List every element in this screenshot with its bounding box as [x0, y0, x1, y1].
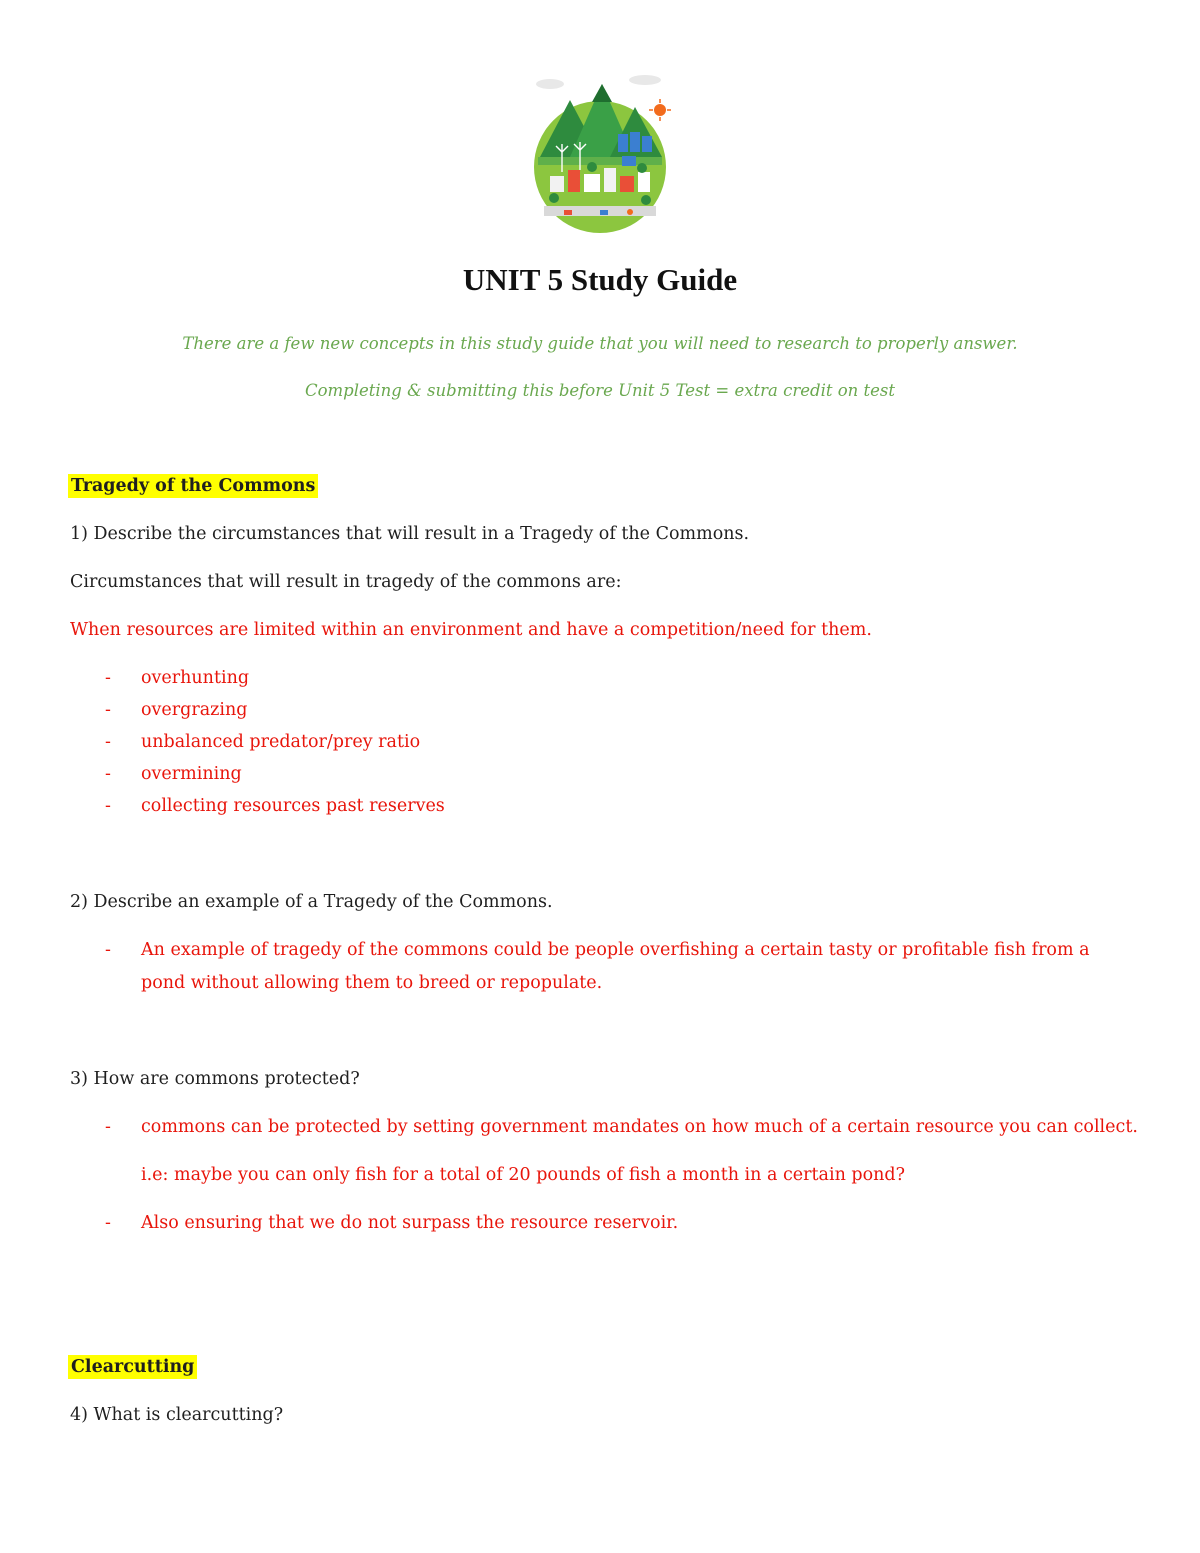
bullet-dash: - [105, 668, 111, 688]
eco-city-logo [530, 72, 672, 242]
bullet-dash: - [105, 1213, 111, 1233]
answer-3b: Also ensuring that we do not surpass the resource reservoir. [141, 1213, 679, 1233]
list-item: overhunting [141, 668, 250, 688]
bullet-dash: - [105, 700, 111, 720]
list-item: collecting resources past reserves [141, 796, 445, 816]
page-title: UNIT 5 Study Guide [462, 262, 738, 297]
question-1-lead: Circumstances that will result in tragedy of the commons are: [70, 572, 622, 592]
answer-1: When resources are limited within an environment and have a competition/need for them. [70, 620, 872, 640]
highlighted-heading: Clearcutting [68, 1355, 197, 1379]
question-2: 2) Describe an example of a Tragedy of the Commons. [70, 892, 553, 912]
bullet-dash: - [105, 796, 111, 816]
list-item: unbalanced predator/prey ratio [141, 732, 421, 752]
section-heading-tragedy [70, 478, 318, 496]
question-1: 1) Describe the circumstances that will result in a Tragedy of the Commons. [70, 524, 750, 544]
highlighted-heading: Tragedy of the Commons [68, 474, 318, 498]
answer-2: An example of tragedy of the commons could be people overfishing a certain tasty or profitable fish from a pond without allowing them to breed or repopulate. [141, 940, 1090, 993]
bullet-dash: - [105, 732, 111, 752]
question-3: 3) How are commons protected? [70, 1069, 360, 1089]
answer-3a-example: i.e: maybe you can only fish for a total of 20 pounds of fish a month in a certain pond? [141, 1165, 906, 1185]
bullet-dash: - [105, 1117, 111, 1137]
list-item: overgrazing [141, 700, 248, 720]
extra-credit-note: Completing & submitting this before Unit 5 Test = extra credit on test [304, 381, 896, 400]
bullet-dash: - [105, 764, 111, 784]
answer-3a: commons can be protected by setting government mandates on how much of a certain resource you can collect. [141, 1117, 1138, 1137]
list-item: overmining [141, 764, 242, 784]
section-heading-clearcutting [70, 1359, 197, 1377]
question-4: 4) What is clearcutting? [70, 1405, 284, 1425]
bullet-dash: - [105, 940, 111, 960]
intro-note: There are a few new concepts in this study guide that you will need to research to properly answer. [182, 334, 1018, 353]
